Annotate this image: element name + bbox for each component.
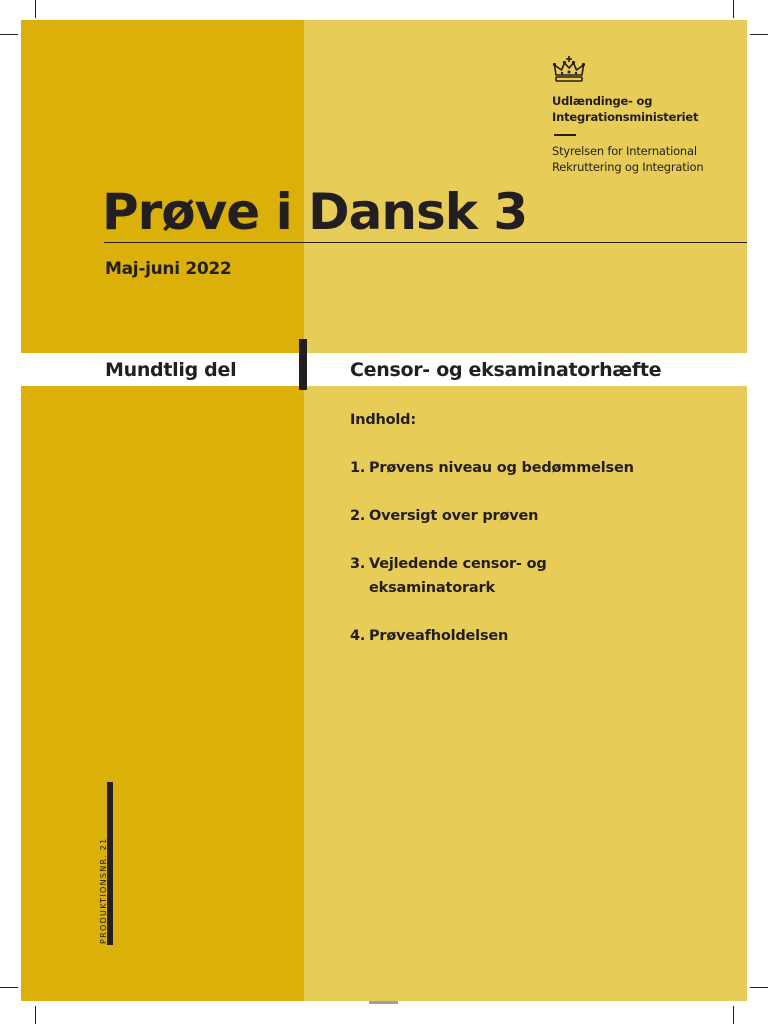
agency-name (552, 143, 752, 175)
crop-mark (750, 34, 768, 35)
production-number: PRODUKTIONSNR. 21 (99, 837, 108, 944)
toc-item (350, 624, 730, 648)
toc-text: Oversigt over prøven (369, 508, 539, 524)
crop-mark (35, 1006, 36, 1024)
crop-mark (0, 987, 18, 988)
toc-item (350, 552, 730, 600)
cover-page (21, 20, 747, 1001)
toc-item (350, 456, 730, 480)
toc-item (350, 504, 730, 528)
ministry-name-line: Udlændinge- og (552, 94, 653, 108)
table-of-contents (350, 408, 730, 672)
section-label: Mundtlig del (105, 359, 237, 381)
title-rule (104, 242, 747, 243)
booklet-type: Censor- og eksaminatorhæfte (350, 359, 662, 381)
logo-divider (554, 134, 576, 136)
ministry-name (552, 93, 752, 125)
toc-number: 4. (350, 628, 366, 644)
ministry-name-line: Integrationsministeriet (552, 110, 699, 124)
crop-mark (750, 987, 768, 988)
toc-number: 3. (350, 556, 366, 572)
contents-heading: Indhold: (350, 412, 416, 428)
bottom-tab (369, 1001, 398, 1004)
crop-mark (733, 0, 734, 18)
toc-number: 2. (350, 508, 366, 524)
ministry-logo (552, 56, 752, 175)
document-date: Maj-juni 2022 (105, 259, 232, 279)
toc-text: Prøvens niveau og bedømmelsen (369, 460, 634, 476)
agency-name-line: Styrelsen for International (552, 144, 697, 158)
document-title: Prøve i Dansk 3 (102, 183, 528, 241)
crop-mark (733, 1006, 734, 1024)
toc-number: 1. (350, 460, 366, 476)
toc-text: Vejledende censor- og eksaminatorark (369, 556, 547, 596)
crop-mark (35, 0, 36, 18)
crown-icon (552, 56, 586, 84)
crop-mark (0, 34, 18, 35)
band-divider (299, 339, 307, 390)
left-panel (21, 20, 304, 1001)
toc-text: Prøveafholdelsen (369, 628, 509, 644)
agency-name-line: Rekruttering og Integration (552, 160, 704, 174)
